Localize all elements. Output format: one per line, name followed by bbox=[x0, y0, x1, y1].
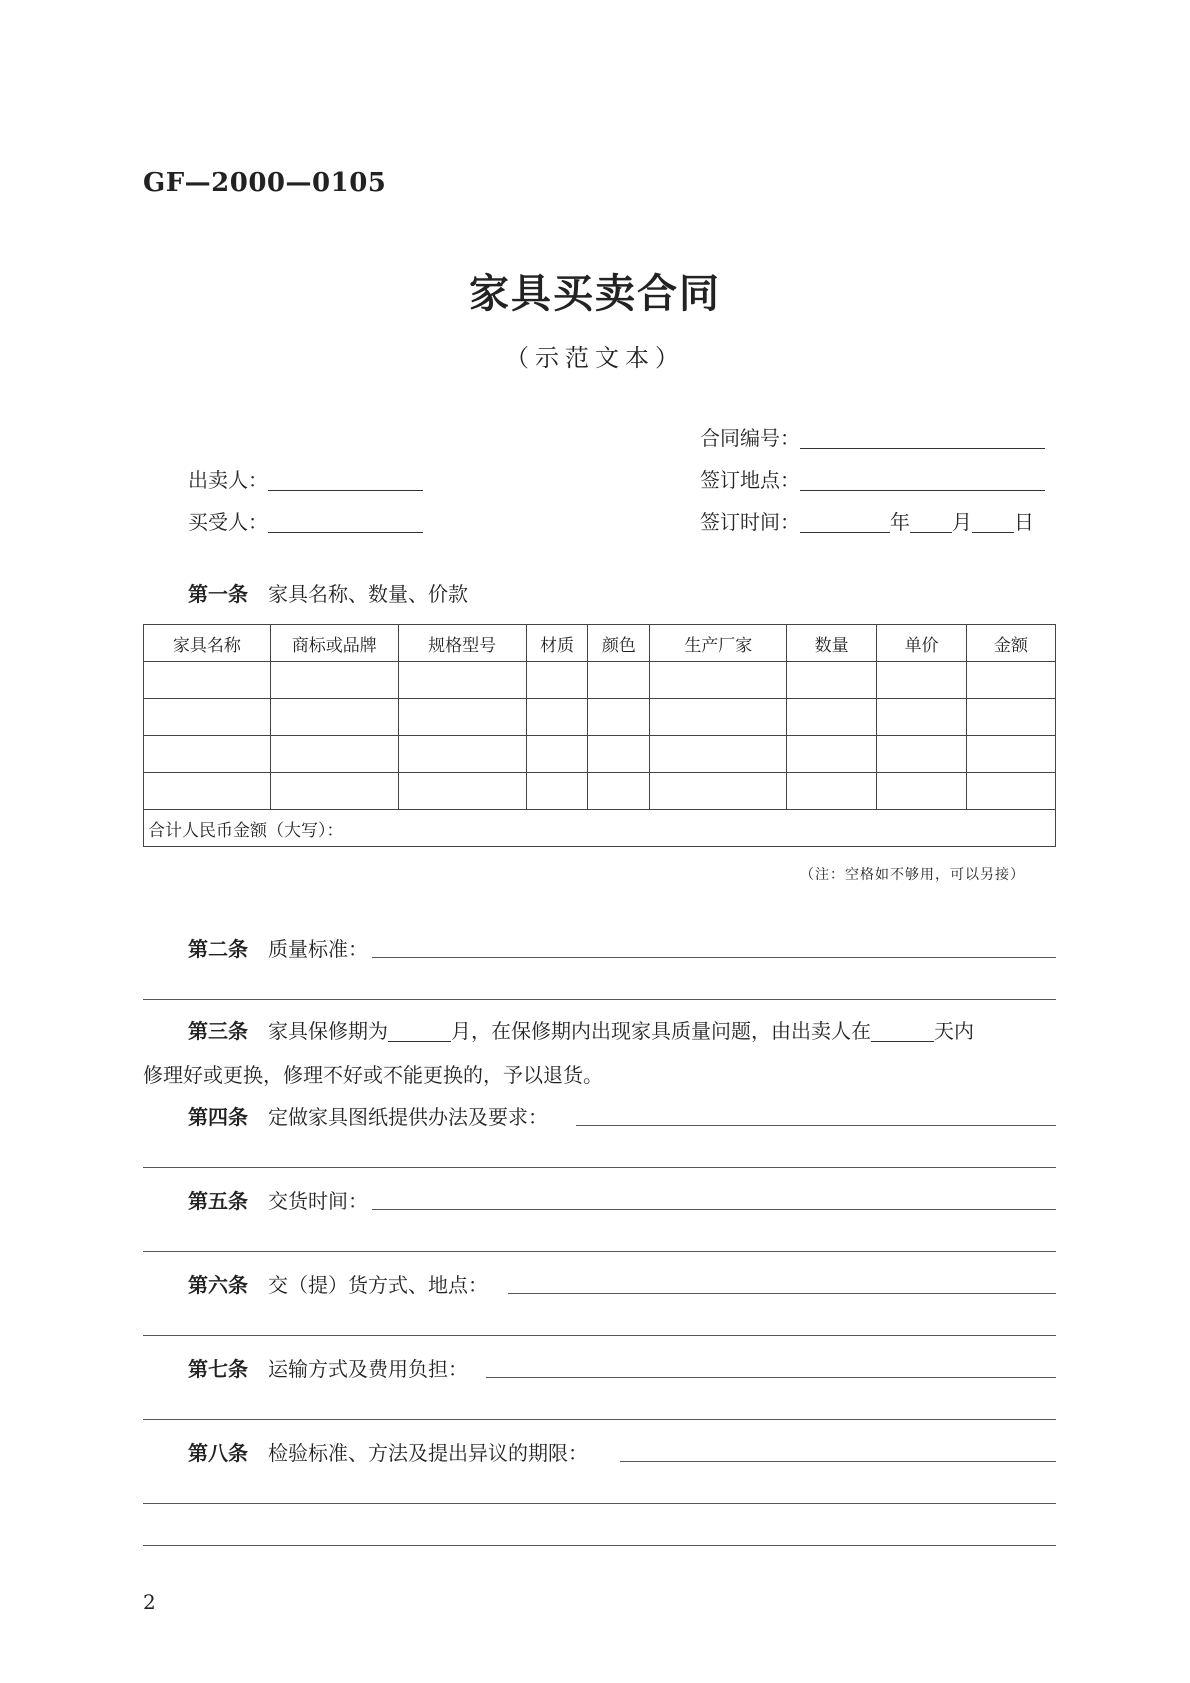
table-row bbox=[144, 662, 1056, 699]
table-cell[interactable] bbox=[526, 662, 588, 699]
table-row bbox=[144, 699, 1056, 736]
article-8-label: 第八条 bbox=[188, 1441, 248, 1465]
article-4-blank-line[interactable] bbox=[143, 1167, 1056, 1168]
article-1-label: 第一条 bbox=[188, 582, 248, 606]
seller-label: 出卖人： bbox=[188, 468, 268, 492]
sign-place-field bbox=[700, 464, 1045, 493]
header-cell: 单价 bbox=[877, 625, 967, 662]
buyer-label: 买受人： bbox=[188, 510, 268, 534]
table-cell[interactable] bbox=[967, 736, 1056, 773]
table-cell[interactable] bbox=[144, 662, 271, 699]
article-6-blank[interactable] bbox=[508, 1293, 1056, 1294]
table-header-row bbox=[144, 625, 1056, 662]
table-cell[interactable] bbox=[398, 699, 526, 736]
article-7 bbox=[188, 1353, 468, 1382]
sign-time-label: 签订时间： bbox=[700, 510, 800, 534]
seller-field bbox=[188, 464, 423, 493]
article-6-text: 交（提）货方式、地点： bbox=[268, 1273, 488, 1297]
table-cell[interactable] bbox=[967, 699, 1056, 736]
article-1 bbox=[188, 578, 468, 607]
article-7-text: 运输方式及费用负担： bbox=[268, 1357, 468, 1381]
table-cell[interactable] bbox=[588, 773, 650, 810]
sign-place-label: 签订地点： bbox=[700, 468, 800, 492]
repair-days-blank[interactable] bbox=[871, 1021, 934, 1042]
article-4-label: 第四条 bbox=[188, 1105, 248, 1129]
table-cell[interactable] bbox=[144, 699, 271, 736]
article-8-blank[interactable] bbox=[620, 1461, 1056, 1462]
table-cell[interactable] bbox=[877, 773, 967, 810]
table-cell[interactable] bbox=[650, 773, 787, 810]
article-1-text: 家具名称、数量、价款 bbox=[268, 582, 468, 606]
table-cell[interactable] bbox=[787, 736, 877, 773]
table-cell[interactable] bbox=[270, 699, 398, 736]
sign-place-blank bbox=[800, 470, 1045, 491]
header-cell: 家具名称 bbox=[144, 625, 271, 662]
table-cell[interactable] bbox=[398, 662, 526, 699]
warranty-months-blank[interactable] bbox=[388, 1021, 451, 1042]
buyer-blank bbox=[268, 512, 423, 533]
table-cell[interactable] bbox=[877, 662, 967, 699]
article-5-label: 第五条 bbox=[188, 1189, 248, 1213]
table-cell[interactable] bbox=[787, 773, 877, 810]
table-cell[interactable] bbox=[877, 736, 967, 773]
sign-time-field bbox=[700, 506, 1034, 535]
header-cell: 规格型号 bbox=[398, 625, 526, 662]
article-3 bbox=[188, 1015, 974, 1044]
article-4-blank[interactable] bbox=[576, 1125, 1056, 1126]
table-cell[interactable] bbox=[526, 773, 588, 810]
table-cell[interactable] bbox=[144, 773, 271, 810]
day-blank bbox=[972, 512, 1014, 533]
article-6-label: 第六条 bbox=[188, 1273, 248, 1297]
header-cell: 材质 bbox=[526, 625, 588, 662]
article-6 bbox=[188, 1269, 488, 1298]
header-cell: 金额 bbox=[967, 625, 1056, 662]
total-amount-cell[interactable]: 合计人民币金额（大写）： bbox=[144, 810, 1056, 847]
article-5-text: 交货时间： bbox=[268, 1189, 368, 1213]
article-8-blank-line-2[interactable] bbox=[143, 1545, 1056, 1546]
year-blank bbox=[800, 512, 890, 533]
table-cell[interactable] bbox=[526, 699, 588, 736]
table-cell[interactable] bbox=[787, 699, 877, 736]
article-2-blank[interactable] bbox=[372, 957, 1056, 958]
table-cell[interactable] bbox=[270, 662, 398, 699]
month-blank bbox=[910, 512, 952, 533]
article-5-blank[interactable] bbox=[372, 1209, 1056, 1210]
table-cell[interactable] bbox=[526, 736, 588, 773]
document-subtitle: （示范文本） bbox=[505, 344, 685, 372]
table-cell[interactable] bbox=[588, 736, 650, 773]
article-2 bbox=[188, 933, 368, 962]
table-cell[interactable] bbox=[270, 773, 398, 810]
article-4-text: 定做家具图纸提供办法及要求： bbox=[268, 1105, 548, 1129]
table-note: （注：空格如不够用，可以另接） bbox=[800, 867, 1025, 883]
buyer-field bbox=[188, 506, 423, 535]
article-3-line-2: 修理好或更换，修理不好或不能更换的，予以退货。 bbox=[143, 1063, 603, 1087]
contract-number-field bbox=[700, 422, 1045, 451]
document-code: GF—2000—0105 bbox=[143, 168, 387, 198]
article-5 bbox=[188, 1185, 368, 1214]
table-cell[interactable] bbox=[588, 662, 650, 699]
contract-number-label: 合同编号： bbox=[700, 426, 800, 450]
table-cell[interactable] bbox=[650, 736, 787, 773]
header-cell: 生产厂家 bbox=[650, 625, 787, 662]
article-3-part3: 天内 bbox=[934, 1019, 974, 1043]
page-number: 2 bbox=[143, 1590, 156, 1614]
article-7-blank[interactable] bbox=[486, 1377, 1056, 1378]
table-cell[interactable] bbox=[270, 736, 398, 773]
table-cell[interactable] bbox=[877, 699, 967, 736]
seller-blank bbox=[268, 470, 423, 491]
table-row bbox=[144, 736, 1056, 773]
items-table bbox=[143, 624, 1056, 847]
article-3-part1: 家具保修期为 bbox=[268, 1019, 388, 1043]
article-8-text: 检验标准、方法及提出异议的期限： bbox=[268, 1441, 588, 1465]
table-cell[interactable] bbox=[398, 736, 526, 773]
day-label: 日 bbox=[1014, 510, 1034, 534]
table-cell[interactable] bbox=[144, 736, 271, 773]
table-cell[interactable] bbox=[650, 662, 787, 699]
article-7-label: 第七条 bbox=[188, 1357, 248, 1381]
header-cell: 商标或品牌 bbox=[270, 625, 398, 662]
table-cell[interactable] bbox=[967, 773, 1056, 810]
article-5-blank-line[interactable] bbox=[143, 1251, 1056, 1252]
table-cell[interactable] bbox=[650, 699, 787, 736]
table-cell[interactable] bbox=[787, 662, 877, 699]
article-2-text: 质量标准： bbox=[268, 937, 368, 961]
article-6-blank-line[interactable] bbox=[143, 1335, 1056, 1336]
month-label: 月 bbox=[952, 510, 972, 534]
header-cell: 颜色 bbox=[588, 625, 650, 662]
article-3-label: 第三条 bbox=[188, 1019, 248, 1043]
header-cell: 数量 bbox=[787, 625, 877, 662]
article-2-blank-line[interactable] bbox=[143, 999, 1056, 1000]
contract-number-blank bbox=[800, 428, 1045, 449]
table-total-row bbox=[144, 810, 1056, 847]
table-cell[interactable] bbox=[967, 662, 1056, 699]
article-2-label: 第二条 bbox=[188, 937, 248, 961]
year-label: 年 bbox=[890, 510, 910, 534]
article-4 bbox=[188, 1101, 548, 1130]
article-7-blank-line[interactable] bbox=[143, 1419, 1056, 1420]
article-8-blank-line-1[interactable] bbox=[143, 1503, 1056, 1504]
article-3-part2: 月，在保修期内出现家具质量问题，由出卖人在 bbox=[451, 1019, 871, 1043]
table-cell[interactable] bbox=[398, 773, 526, 810]
article-8 bbox=[188, 1437, 588, 1466]
table-cell[interactable] bbox=[588, 699, 650, 736]
table-row bbox=[144, 773, 1056, 810]
document-title: 家具买卖合同 bbox=[469, 270, 721, 317]
